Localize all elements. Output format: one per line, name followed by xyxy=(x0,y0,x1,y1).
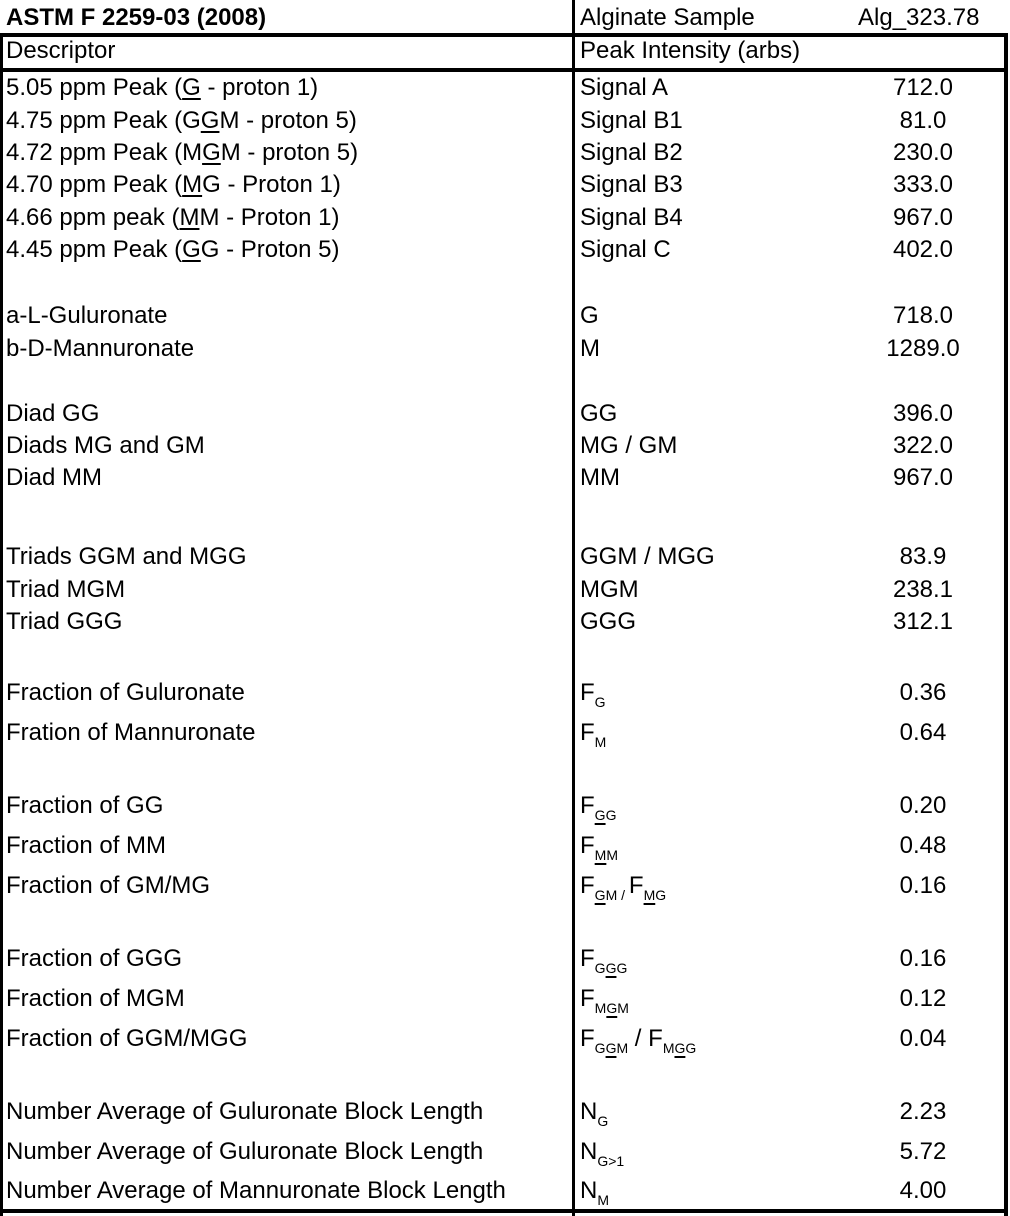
triad-symbol: MGM xyxy=(580,576,639,603)
diad-symbol: MG / GM xyxy=(580,432,678,459)
peak-descriptor: 4.45 ppm Peak (GG - Proton 5) xyxy=(6,236,340,263)
peak-signal: Signal B1 xyxy=(580,107,683,134)
fraction-descriptor: Fraction of GGM/MGG xyxy=(6,1025,248,1052)
fraction-symbol: $F_M$ xyxy=(580,719,607,750)
descriptor-header: Descriptor xyxy=(6,37,116,64)
fraction-descriptor: Fraction of MGM xyxy=(6,985,185,1012)
diad-descriptor: Diad MM xyxy=(6,464,103,491)
fraction-descriptor: Fraction of GG xyxy=(6,792,164,819)
sample-id: Alg_323.78 xyxy=(858,4,980,31)
fraction-descriptor: Fraction of GM/MG xyxy=(6,872,211,899)
peak-descriptor: 4.75 ppm Peak (GGM - proton 5) xyxy=(6,107,357,134)
fraction-symbol: $F_{GG}$ xyxy=(580,792,617,823)
fraction-value: 0.12 xyxy=(899,985,947,1012)
peak-signal: Signal A xyxy=(580,74,669,101)
triad-descriptor: Triad GGG xyxy=(6,608,123,635)
monomer-descriptor: a-L-Guluronate xyxy=(6,302,168,329)
monomer-value: 718.0 xyxy=(892,302,954,329)
fraction-value: 0.64 xyxy=(899,719,947,746)
fraction-symbol: $F_{MGM}$ xyxy=(580,985,629,1016)
diad-value: 396.0 xyxy=(892,400,954,427)
header-underline xyxy=(0,68,1008,72)
fraction-descriptor: Fration of Mannuronate xyxy=(6,719,256,746)
block-length-descriptor: Number Average of Guluronate Block Length xyxy=(6,1138,484,1165)
fraction-descriptor: Fraction of GGG xyxy=(6,945,183,972)
peak-signal: Signal B3 xyxy=(580,171,683,198)
block-length-symbol: $N_M$ xyxy=(580,1177,610,1208)
fraction-descriptor: Fraction of Guluronate xyxy=(6,679,245,706)
fraction-value: 0.48 xyxy=(899,832,947,859)
peak-value: 967.0 xyxy=(892,204,954,231)
fraction-value: 0.16 xyxy=(899,872,947,899)
peak-value: 230.0 xyxy=(892,139,954,166)
triad-symbol: GGM / MGG xyxy=(580,543,715,570)
monomer-symbol: M xyxy=(580,335,600,362)
standard-title: ASTM F 2259-03 (2008) xyxy=(6,4,267,31)
fraction-value: 0.36 xyxy=(899,679,947,706)
block-length-descriptor: Number Average of Guluronate Block Length xyxy=(6,1098,484,1125)
monomer-value: 1289.0 xyxy=(886,335,960,362)
fraction-value: 0.04 xyxy=(899,1025,947,1052)
fraction-symbol: $F_{GGG}$ xyxy=(580,945,628,976)
triad-descriptor: Triads GGM and MGG xyxy=(6,543,247,570)
bottom-border xyxy=(0,1209,1008,1213)
peak-signal: Signal C xyxy=(580,236,671,263)
intensity-header: Peak Intensity (arbs) xyxy=(580,37,801,64)
diad-value: 967.0 xyxy=(892,464,954,491)
peak-descriptor: 5.05 ppm Peak (G - proton 1) xyxy=(6,74,319,101)
peak-descriptor: 4.72 ppm Peak (MGM - proton 5) xyxy=(6,139,359,166)
triad-value: 238.1 xyxy=(892,576,954,603)
diad-value: 322.0 xyxy=(892,432,954,459)
fraction-symbol: $F_{GM /}$ $F_{MG}$ xyxy=(580,872,667,903)
peak-value: 712.0 xyxy=(892,74,954,101)
peak-signal: Signal B2 xyxy=(580,139,683,166)
block-length-value: 4.00 xyxy=(899,1177,947,1204)
block-length-value: 5.72 xyxy=(899,1138,947,1165)
block-length-descriptor: Number Average of Mannuronate Block Length xyxy=(6,1177,506,1204)
fraction-descriptor: Fraction of MM xyxy=(6,832,167,859)
left-border xyxy=(0,35,3,1216)
triad-value: 83.9 xyxy=(899,543,947,570)
monomer-descriptor: b-D-Mannuronate xyxy=(6,335,195,362)
diad-symbol: MM xyxy=(580,464,620,491)
block-length-value: 2.23 xyxy=(899,1098,947,1125)
fraction-symbol: $F_G$ xyxy=(580,679,606,710)
sample-label: Alginate Sample xyxy=(580,4,755,31)
peak-descriptor: 4.66 ppm peak (MM - Proton 1) xyxy=(6,204,340,231)
fraction-value: 0.20 xyxy=(899,792,947,819)
block-length-symbol: $N_G$ xyxy=(580,1098,609,1129)
fraction-symbol: $F_{MM}$ xyxy=(580,832,619,863)
fraction-value: 0.16 xyxy=(899,945,947,972)
peak-value: 81.0 xyxy=(899,107,947,134)
diad-symbol: GG xyxy=(580,400,618,427)
column-divider xyxy=(572,0,575,1216)
peak-descriptor: 4.70 ppm Peak (MG - Proton 1) xyxy=(6,171,341,198)
peak-value: 333.0 xyxy=(892,171,954,198)
fraction-symbol: $F_{GGM} / F_{MGG}$ xyxy=(580,1025,697,1056)
block-length-symbol: $N_{G>1}$ xyxy=(580,1138,625,1169)
monomer-symbol: G xyxy=(580,302,599,329)
triad-value: 312.1 xyxy=(892,608,954,635)
triad-symbol: GGG xyxy=(580,608,637,635)
peak-value: 402.0 xyxy=(892,236,954,263)
right-border xyxy=(1004,35,1008,1216)
diad-descriptor: Diad GG xyxy=(6,400,100,427)
peak-signal: Signal B4 xyxy=(580,204,683,231)
triad-descriptor: Triad MGM xyxy=(6,576,126,603)
diad-descriptor: Diads MG and GM xyxy=(6,432,205,459)
title-underline xyxy=(0,33,1008,37)
